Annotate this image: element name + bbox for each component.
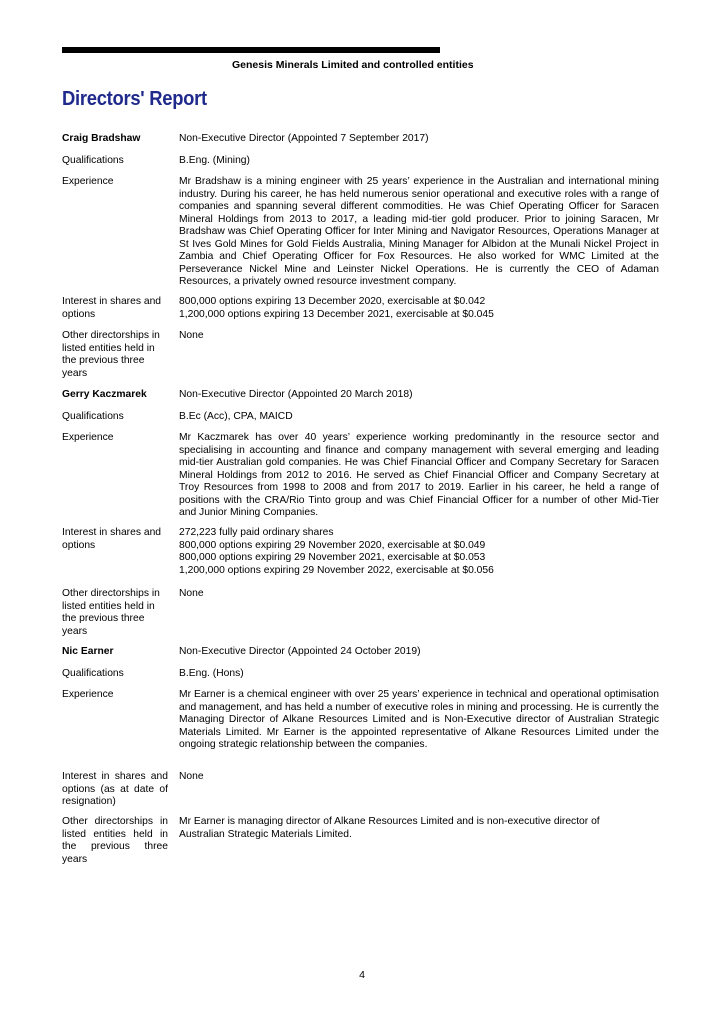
- other-directorships-value: None: [179, 330, 204, 341]
- qualifications-value: B.Ec (Acc), CPA, MAICD: [179, 411, 293, 422]
- director-role: Non-Executive Director (Appointed 20 March 2018): [179, 389, 413, 400]
- interest-item: 800,000 options expiring 29 November 2020, exercisable at $0.049: [179, 539, 486, 551]
- interest-item: 800,000 options expiring 29 November 2021, exercisable at $0.053: [179, 552, 486, 563]
- interest-item: 1,200,000 options expiring 13 December 2021, exercisable at $0.045: [179, 308, 494, 320]
- interest-item: None: [179, 771, 204, 782]
- qualifications-value: B.Eng. (Hons): [179, 668, 244, 679]
- experience-label: Experience: [62, 689, 114, 700]
- experience-text: Mr Earner is a chemical engineer with over 25 years’ experience in technical and operational optimisation and management, and has held a number of executive roles in mining and processing. He is currently the Managing Director of Alkane Resources Limited and is Non-Executive director of Australian Strategic Materials Limited. Mr Earner is the appointed representative of Alkane Resources Limited under the ongoing strategic relationship between the companies.: [179, 689, 659, 750]
- director-name: Craig Bradshaw: [62, 133, 141, 144]
- interest-list: [179, 296, 659, 321]
- experience-text: Mr Bradshaw is a mining engineer with 25 years’ experience in the Australian and international mining industry. During his career, he has held numerous senior operational and executive roles with a range of companies and spanning several different commodities. He was Chief Operating Officer for Saracen Mineral Holdings from 2013 to 2017, a leading mid-tier gold producer. Prior to joining Saracen, Mr Bradshaw was Chief Operating Officer for Inter Mining and Navigator Resources, Operations Manager at St Ives Gold Mines for Gold Fields Australia, Mining Manager for Albidon at the Munali Nickel Project in Zambia and Chief Operating Officer for Fox Resources. He also worked for WMC Limited at the Perseverance Nickel Mine and Leinster Nickel Operations. He is currently the CEO of Adaman Resources, a privately owned resource investment company.: [179, 176, 659, 287]
- interest-label: Interest in shares and options: [62, 296, 162, 320]
- page-title: Directors' Report: [62, 88, 207, 110]
- interest-item: 800,000 options expiring 13 December 2020, exercisable at $0.042: [179, 296, 486, 307]
- director-role: Non-Executive Director (Appointed 24 October 2019): [179, 646, 421, 657]
- other-directorships-value: None: [179, 588, 204, 599]
- interest-label: Interest in shares and options: [62, 527, 162, 551]
- other-directorships-label: Other directorships in listed entities held in the previous three years: [62, 816, 168, 865]
- director-name: Nic Earner: [62, 646, 114, 657]
- company-name: Genesis Minerals Limited and controlled entities: [232, 59, 474, 71]
- experience-label: Experience: [62, 176, 114, 187]
- interest-item: 1,200,000 options expiring 29 November 2022, exercisable at $0.056: [179, 564, 494, 576]
- director-role: Non-Executive Director (Appointed 7 September 2017): [179, 133, 429, 144]
- page-number: 4: [359, 969, 365, 981]
- interest-item: 272,223 fully paid ordinary shares: [179, 527, 334, 538]
- other-directorships-label: Other directorships in listed entities held in the previous three years: [62, 588, 160, 637]
- interest-list: [179, 771, 659, 784]
- director-name: Gerry Kaczmarek: [62, 389, 147, 400]
- header-rule: [62, 47, 440, 53]
- qualifications-value: B.Eng. (Mining): [179, 155, 250, 166]
- interest-label: Interest in shares and options (as at date of resignation): [62, 771, 168, 807]
- other-directorships-label: Other directorships in listed entities held in the previous three years: [62, 330, 160, 379]
- qualifications-label: Qualifications: [62, 411, 124, 422]
- qualifications-label: Qualifications: [62, 668, 124, 679]
- experience-text: Mr Kaczmarek has over 40 years’ experience working predominantly in the resource sector and specialising in accounting and finance and company management with several emerging and leading mid-tier Australian gold companies. He was Chief Financial Officer and Company Secretary for Saracen Mineral Holdings from 2012 to 2016. He served as Chief Financial Officer and Company Secretary at Troy Resources from 1998 to 2008 and from 2017 to 2019. Earlier in his career, he held a range of positions with the CRA/Rio Tinto group and was Chief Financial Officer for a number of other Mid-Tier and Junior Mining Companies.: [179, 432, 659, 518]
- interest-list: [179, 527, 659, 577]
- qualifications-label: Qualifications: [62, 155, 124, 166]
- experience-label: Experience: [62, 432, 114, 443]
- other-directorships-value: Mr Earner is managing director of Alkane Resources Limited and is non-executive director of Australian Strategic Materials Limited.: [179, 816, 600, 840]
